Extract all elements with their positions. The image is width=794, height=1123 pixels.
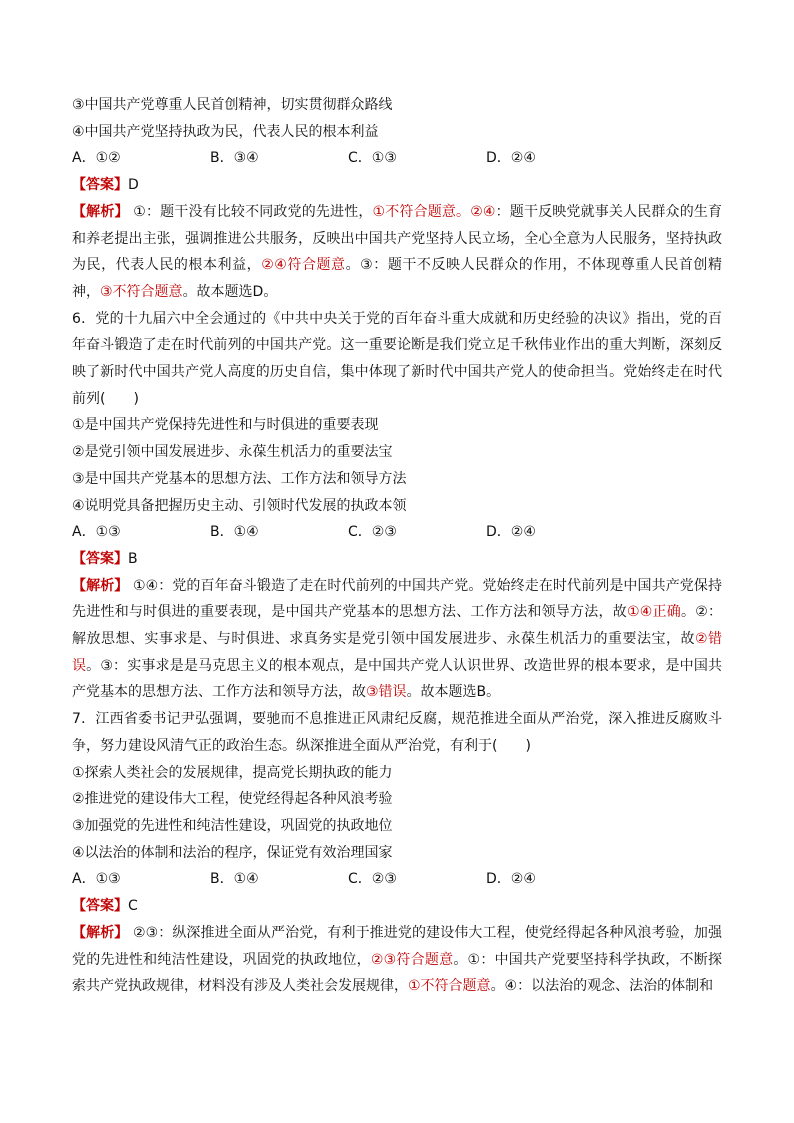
analysis-tag: 【解析】 [72, 924, 129, 941]
answer-tag: 【答案】 [72, 898, 128, 915]
option-c: C．②③ [348, 871, 397, 888]
question-6-stem: 6．党的十九届六中全会通过的《中共中央关于党的百年奋斗重大成就和历史经验的决议》指出，党的百年奋斗锻造了走在时代前列的中国共产党。这一重要论断是我们党立足千秋伟业作出的重大判断，深刻反映了新时代中国共产党人高度的历史自信，集中体现了新时代中国共产党人的使命担当。党始终走在时代前列( ) [72, 310, 722, 407]
answer-tag: 【答案】 [72, 550, 128, 567]
option-a: A．①② [72, 150, 121, 167]
analysis-text [72, 204, 722, 300]
answer-tag: 【答案】 [72, 177, 128, 194]
answer-line [72, 172, 722, 199]
choice-item: ③是中国共产党基本的思想方法、工作方法和领导方法 [72, 470, 407, 487]
answer-line [72, 893, 722, 920]
analysis-tag: 【解析】 [72, 203, 129, 220]
analysis-tag: 【解析】 [72, 577, 129, 594]
answer-value: C [128, 898, 138, 915]
option-a: A．①③ [72, 524, 121, 541]
choice-item: ④中国共产党坚持执政为民，代表人民的根本利益 [72, 123, 379, 140]
analysis-seg: ②③：纵深推进全面从严治党，有利于推进党的建设伟大工程，使党经得起各种风浪考验，加强党的先进性和纯洁性建设，巩固党的执政地位， [72, 924, 722, 968]
option-b: B．①④ [210, 524, 259, 541]
analysis-seg: 。③：题干不反映人民群众的作用，不体现尊重人民首创精神， [72, 257, 722, 300]
analysis-paragraph [72, 573, 722, 707]
analysis-seg-highlight: ①不符合题意。②④ [372, 203, 496, 220]
option-d: D．②④ [486, 150, 536, 167]
analysis-seg: 。④：以法治的观念、法治的体制和 [490, 978, 714, 995]
option-b: B．③④ [210, 150, 259, 167]
analysis-seg-highlight: ③错误 [366, 684, 407, 701]
option-a: A．①③ [72, 871, 121, 888]
option-c: C．②③ [348, 524, 397, 541]
analysis-seg-highlight: ②③符合题意 [370, 951, 454, 968]
choice-item: ③中国共产党尊重人民首创精神，切实贯彻群众路线 [72, 97, 393, 113]
answer-value: B [128, 550, 138, 567]
option-b: B．①④ [210, 871, 259, 888]
analysis-text [72, 925, 722, 994]
choice-item: ③加强党的先进性和纯洁性建设，巩固党的执政地位 [72, 817, 393, 834]
analysis-seg-highlight: ②错误 [72, 631, 722, 674]
option-row [72, 519, 722, 546]
analysis-seg: ①：题干没有比较不同政党的先进性， [133, 203, 373, 220]
analysis-seg: 。故本题选D。 [182, 283, 278, 300]
option-c: C．①③ [348, 150, 397, 167]
choice-item: ①探索人类社会的发展规律，提高党长期执政的能力 [72, 764, 393, 781]
answer-line [72, 546, 722, 573]
option-row [72, 866, 722, 893]
question-7-stem: 7．江西省委书记尹弘强调，要驰而不息推进正风肃纪反腐，规范推进全面从严治党，深入推进反腐败斗争，努力建设风清气正的政治生态。纵深推进全面从严治党，有利于( ) [72, 711, 722, 754]
choice-item: ②是党引领中国发展进步、永葆生机活力的重要法宝 [72, 444, 393, 461]
analysis-seg-highlight: ③不符合题意 [100, 283, 183, 300]
analysis-seg-highlight: ①不符合题意 [408, 978, 491, 995]
analysis-paragraph [72, 920, 722, 1000]
analysis-seg: ①④：党的百年奋斗锻造了走在时代前列的中国共产党。党始终走在时代前列是中国共产党保持先进性和与时俱进的重要表现，是中国共产党基本的思想方法、工作方法和领导方法，故 [72, 577, 722, 621]
analysis-seg: 。③：实事求是是马克思主义的根本观点，是中国共产党人认识世界、改造世界的根本要求，是中国共产党基本的思想方法、工作方法和领导方法，故 [72, 657, 722, 701]
option-d: D．②④ [486, 524, 536, 541]
option-d: D．②④ [486, 871, 536, 888]
choice-item: ②推进党的建设伟大工程，使党经得起各种风浪考验 [72, 791, 393, 808]
choice-item: ①是中国共产党保持先进性和与时俱进的重要表现 [72, 417, 379, 434]
analysis-seg-highlight: ①④正确 [626, 604, 681, 621]
analysis-seg: 。②：解放思想、实事求是、与时俱进、求真务实是党引领中国发展进步、永葆生机活力的重要法宝，故 [72, 604, 722, 648]
choice-item: ④以法治的体制和法治的程序，保证党有效治理国家 [72, 844, 393, 861]
analysis-seg: 。①：中国共产党要坚持科学执政，不断探索共产党执政规律，材料没有涉及人类社会发展规律， [72, 951, 722, 995]
analysis-seg: ：题干反映党就事关人民群众的生育和养老提出主张，强调推进公共服务，反映出中国共产党坚持人民立场，全心全意为人民服务，坚持执政为民，代表人民的根本利益， [72, 203, 723, 274]
analysis-seg-highlight: ②④符合题意 [261, 257, 346, 274]
analysis-paragraph [72, 199, 722, 306]
choice-item: ④说明党具备把握历史主动、引领时代发展的执政本领 [72, 497, 407, 514]
answer-value: D [128, 177, 139, 194]
analysis-seg: 。故本题选B。 [406, 684, 501, 701]
option-row [72, 145, 722, 172]
analysis-text [72, 578, 722, 701]
